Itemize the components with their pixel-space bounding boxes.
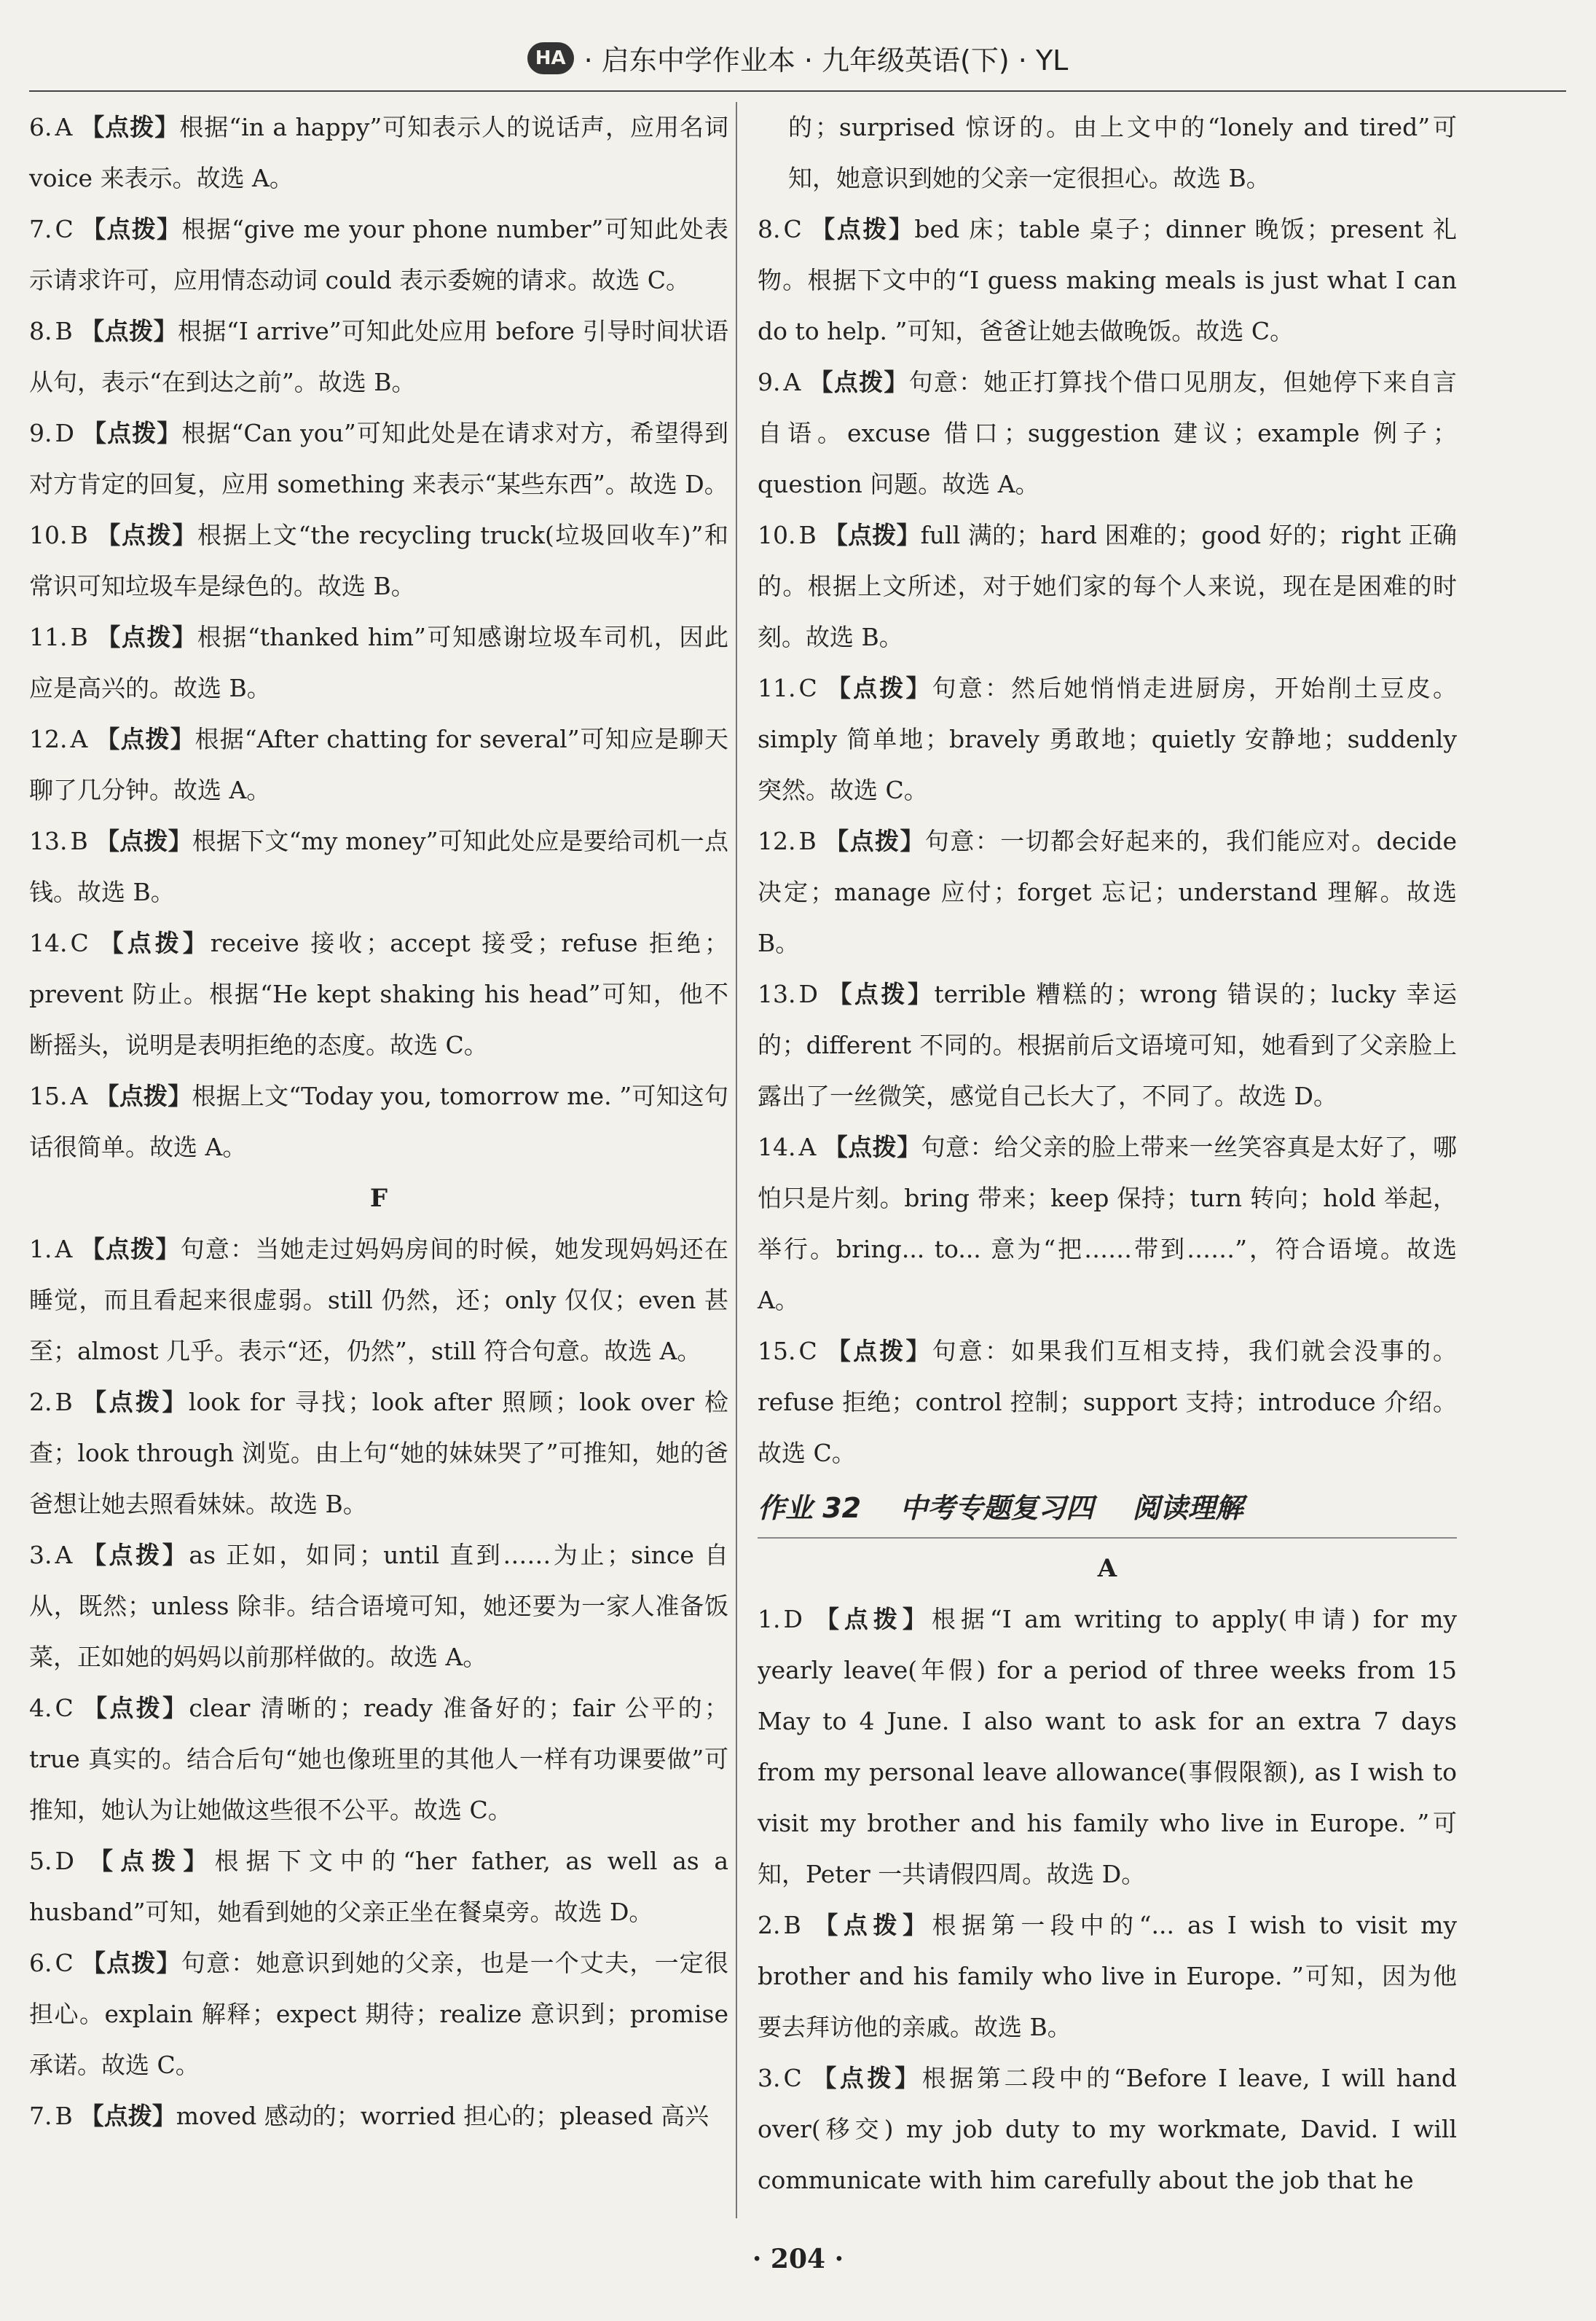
explanation-text: 句意：如果我们互相支持，我们就会没事的。refuse 拒绝；control 控制；support 支持；introduce 介绍。故选 C。: [758, 1337, 1458, 1467]
hint-tag: 【点拨】: [824, 1337, 932, 1365]
right-column: [758, 102, 1457, 2206]
hint-tag: 【点拨】: [80, 1694, 189, 1722]
explanation-text: look for 寻找；look after 照顾；look over 检查；look through 浏览。由上句“她的妹妹哭了”可推知，她的爸爸想让她去照看妹妹。故选 B。: [29, 1388, 729, 1518]
answer-letter: D: [798, 980, 818, 1008]
answer-item: [758, 102, 1457, 204]
answer-letter: D: [783, 1605, 803, 1633]
hint-tag: 【点拨】: [809, 1605, 932, 1633]
answer-letter: C: [55, 1949, 74, 1977]
explanation-text: 根据“I arrive”可知此处应用 before 引导时间状语从句，表示“在到达之前”。故选 B。: [29, 317, 728, 396]
explanation-text: 根据“thanked him”可知感谢垃圾车司机，因此应是高兴的。故选 B。: [29, 623, 728, 702]
answer-letter: C: [783, 2064, 802, 2092]
question-number: 2.: [758, 1911, 781, 1939]
answer-letter: D: [55, 1847, 74, 1875]
answer-letter: B: [783, 1911, 801, 1939]
answer-item: [758, 2053, 1457, 2206]
answer-letter: B: [70, 623, 88, 651]
answer-item: [758, 1900, 1457, 2053]
question-number: 7.: [29, 2102, 52, 2130]
answer-item: [29, 1071, 728, 1173]
explanation-text: 根据“in a happy”可知表示人的说话声，应用名词 voice 来表示。故选 A。: [29, 113, 728, 192]
right-answer-list: [758, 102, 1457, 1479]
hint-tag: 【点拨】: [80, 1949, 181, 1977]
question-number: 9.: [29, 419, 52, 447]
answer-letter: C: [70, 929, 89, 957]
explanation-text: 句意：当她走过妈妈房间的时候，她发现妈妈还在睡觉，而且看起来很虚弱。still 仍然，还；only 仅仅；even 甚至；almost 几乎。表示“还，仍然”，still 符合句意。故选 A。: [29, 1235, 729, 1365]
homework-title: [758, 1479, 1457, 1539]
column-divider: [736, 102, 737, 2218]
publisher-logo: HA: [527, 42, 574, 74]
question-number: 14.: [758, 1133, 796, 1161]
question-number: 15.: [758, 1337, 796, 1365]
answer-letter: B: [70, 827, 88, 855]
answer-letter: C: [798, 674, 817, 702]
explanation-text: full 满的；hard 困难的；good 好的；right 正确的。根据上文所述，对于她们家的每个人来说，现在是困难的时刻。故选 B。: [758, 521, 1457, 651]
question-number: 5.: [29, 1847, 52, 1875]
hint-tag: 【点拨】: [95, 827, 192, 855]
hint-tag: 【点拨】: [823, 827, 925, 855]
hint-tag: 【点拨】: [95, 725, 195, 753]
answer-item: [758, 663, 1457, 816]
section-f-answer-list: [29, 1224, 728, 2142]
answer-item: [29, 918, 728, 1071]
answer-letter: A: [55, 113, 73, 141]
answer-letter: A: [70, 725, 88, 753]
explanation-text: 根据“Can you”可知此处是在请求对方，希望得到对方肯定的回复，应用 something 来表示“某些东西”。故选 D。: [29, 419, 728, 498]
homework-topic: 中考专题复习四: [900, 1492, 1094, 1524]
answer-letter: C: [55, 1694, 74, 1722]
answer-item: [758, 1594, 1457, 1900]
answer-item: [29, 1530, 728, 1683]
left-column: [29, 102, 728, 2142]
answer-letter: A: [55, 1541, 73, 1569]
answer-item: [758, 969, 1457, 1122]
explanation-text: 根据上文“the recycling truck(垃圾回收车)”和常识可知垃圾车是绿色的。故选 B。: [29, 521, 728, 600]
answer-item: [29, 816, 728, 918]
answer-item: [29, 204, 728, 306]
answer-letter: B: [55, 2102, 73, 2130]
question-number: 11.: [758, 674, 796, 702]
question-number: 1.: [29, 1235, 52, 1263]
question-number: 8.: [29, 317, 52, 345]
page-number: · 204 ·: [752, 2244, 844, 2274]
answer-item: [758, 357, 1457, 510]
homework-label: 作业 32: [758, 1492, 862, 1524]
question-number: 3.: [758, 2064, 781, 2092]
answer-item: [758, 204, 1457, 357]
answer-item: [29, 1836, 728, 1938]
answer-letter: B: [55, 317, 73, 345]
question-number: 11.: [29, 623, 68, 651]
hint-tag: 【点拨】: [808, 1911, 932, 1939]
explanation-text: 句意：给父亲的脸上带来一丝笑容真是太好了，哪怕只是片刻。bring 带来；keep 保持；turn 转向；hold 举起，举行。bring... to... 意为“把……带到……”，符合语境。故选 A。: [758, 1133, 1458, 1314]
answer-letter: A: [783, 368, 801, 396]
hint-tag: 【点拨】: [79, 1388, 189, 1416]
hint-tag: 【点拨】: [79, 2102, 176, 2130]
answer-item: [29, 102, 728, 204]
answer-letter: B: [55, 1388, 73, 1416]
question-number: 10.: [29, 521, 68, 549]
answer-item: [29, 612, 728, 714]
hint-tag: 【点拨】: [809, 2064, 922, 2092]
explanation-text: 根据下文“my money”可知此处应是要给司机一点钱。故选 B。: [29, 827, 728, 906]
answer-item: [758, 510, 1457, 663]
section-a-answer-list: [758, 1594, 1457, 2206]
answer-letter: C: [798, 1337, 817, 1365]
question-number: 12.: [29, 725, 68, 753]
hint-tag: 【点拨】: [79, 1235, 181, 1263]
question-number: 1.: [758, 1605, 781, 1633]
question-number: 13.: [758, 980, 796, 1008]
question-number: 7.: [29, 215, 52, 243]
explanation-text: 句意：一切都会好起来的，我们能应对。decide 决定；manage 应付；forget 忘记；understand 理解。故选 B。: [758, 827, 1458, 957]
question-number: 2.: [29, 1388, 52, 1416]
explanation-text: as 正如，如同；until 直到……为止；since 自从，既然；unless 除非。结合语境可知，她还要为一家人准备饭菜，正如她的妈妈以前那样做的。故选 A。: [29, 1541, 728, 1671]
answer-item: [29, 408, 728, 510]
answer-item: [758, 1122, 1457, 1326]
question-number: 10.: [758, 521, 796, 549]
question-number: 6.: [29, 1949, 52, 1977]
homework-subject: 阅读理解: [1132, 1492, 1243, 1524]
explanation-text: 的；surprised 惊讶的。由上文中的“lonely and tired”可知，她意识到她的父亲一定很担心。故选 B。: [788, 113, 1457, 192]
answer-item: [758, 1326, 1457, 1479]
hint-tag: 【点拨】: [809, 215, 915, 243]
section-heading-a: A: [1097, 1554, 1117, 1583]
question-number: 13.: [29, 827, 68, 855]
explanation-text: 根据第二段中的“Before I leave, I will hand over(移交) my job duty to my workmate, David. I will communicate with him carefully about the job that he: [758, 2064, 1458, 2194]
section-heading-f: F: [369, 1184, 388, 1213]
answer-item: [29, 1683, 728, 1836]
answer-item: [29, 1224, 728, 1377]
answer-item: [29, 714, 728, 816]
hint-tag: 【点拨】: [81, 419, 182, 447]
page-header: [29, 32, 1566, 92]
explanation-text: 根据“give me your phone number”可知此处表示请求许可，应用情态动词 could 表示委婉的请求。故选 C。: [29, 215, 729, 294]
question-number: 9.: [758, 368, 781, 396]
explanation-text: 根据“After chatting for several”可知应是聊天聊了几分钟。故选 A。: [29, 725, 729, 804]
left-answer-list: [29, 102, 728, 1173]
answer-item: [29, 2091, 728, 2142]
explanation-text: bed 床；table 桌子；dinner 晚饭；present 礼物。根据下文中的“I guess making meals is just what I can do to help. ”可知，爸爸让她去做晚饭。故选 C。: [758, 215, 1458, 345]
hint-tag: 【点拨】: [95, 929, 211, 957]
explanation-text: 句意：她意识到她的父亲，也是一个丈夫，一定很担心。explain 解释；expect 期待；realize 意识到；promise 承诺。故选 C。: [29, 1949, 729, 2079]
question-number: 14.: [29, 929, 68, 957]
hint-tag: 【点拨】: [95, 623, 197, 651]
hint-tag: 【点拨】: [823, 521, 921, 549]
explanation-text: clear 清晰的；ready 准备好的；fair 公平的；true 真实的。结合后句“她也像班里的其他人一样有功课要做”可推知，她认为让她做这些很不公平。故选 C。: [29, 1694, 729, 1824]
hint-tag: 【点拨】: [824, 674, 932, 702]
question-number: 4.: [29, 1694, 52, 1722]
answer-item: [29, 306, 728, 408]
hint-tag: 【点拨】: [79, 317, 178, 345]
answer-item: [758, 816, 1457, 969]
question-number: 3.: [29, 1541, 52, 1569]
explanation-text: 根据“I am writing to apply(申请) for my yearly leave(年假) for a period of three weeks from 15 May to 4 June. I also want to ask for an extra 7 days from my personal leave allowance(事假限额), as I wish to visit my brother and his family who live in Europe. ”可知，Peter 一共请假四周。故选 D。: [758, 1605, 1458, 1888]
question-number: 15.: [29, 1082, 68, 1110]
explanation-text: 句意：然后她悄悄走进厨房，开始削土豆皮。simply 简单地；bravely 勇敢地；quietly 安静地；suddenly 突然。故选 C。: [758, 674, 1458, 804]
answer-letter: B: [798, 827, 817, 855]
answer-letter: A: [798, 1133, 817, 1161]
answer-letter: B: [798, 521, 817, 549]
hint-tag: 【点拨】: [825, 980, 935, 1008]
explanation-text: 根据下文中的“her father, as well as a husband”可知，她看到她的父亲正坐在餐桌旁。故选 D。: [29, 1847, 728, 1926]
explanation-text: terrible 糟糕的；wrong 错误的；lucky 幸运的；different 不同的。根据前后文语境可知，她看到了父亲脸上露出了一丝微笑，感觉自己长大了，不同了。故选 D。: [758, 980, 1457, 1110]
hint-tag: 【点拨】: [823, 1133, 921, 1161]
book-title: · 启东中学作业本 · 九年级英语(下) · YL: [583, 44, 1069, 76]
explanation-text: 根据第一段中的“... as I wish to visit my brother and his family who live in Europe. ”可知，因为他要去拜访他的亲戚。故选 B。: [758, 1911, 1458, 2041]
answer-item: [29, 510, 728, 612]
hint-tag: 【点拨】: [79, 1541, 189, 1569]
explanation-text: receive 接收；accept 接受；refuse 拒绝；prevent 防止。根据“He kept shaking his head”可知，他不断摇头，说明是表明拒绝的态度。故选 C。: [29, 929, 728, 1059]
question-number: 8.: [758, 215, 781, 243]
explanation-text: 句意：她正打算找个借口见朋友，但她停下来自言自语。excuse 借口；suggestion 建议；example 例子；question 问题。故选 A。: [758, 368, 1458, 498]
hint-tag: 【点拨】: [95, 521, 197, 549]
question-number: 12.: [758, 827, 796, 855]
hint-tag: 【点拨】: [80, 215, 182, 243]
answer-item: [29, 1938, 728, 2091]
header-title-group: [527, 38, 1069, 78]
explanation-text: moved 感动的；worried 担心的；pleased 高兴: [176, 2102, 709, 2130]
question-number: 6.: [29, 113, 52, 141]
hint-tag: 【点拨】: [81, 1847, 215, 1875]
explanation-text: 根据上文“Today you, tomorrow me. ”可知这句话很简单。故选 A。: [29, 1082, 729, 1161]
answer-item: [29, 1377, 728, 1530]
answer-letter: C: [55, 215, 74, 243]
hint-tag: 【点拨】: [95, 1082, 192, 1110]
hint-tag: 【点拨】: [808, 368, 909, 396]
answer-letter: A: [55, 1235, 73, 1263]
answer-letter: D: [55, 419, 74, 447]
answer-letter: C: [783, 215, 802, 243]
answer-letter: A: [70, 1082, 88, 1110]
hint-tag: 【点拨】: [79, 113, 180, 141]
answer-letter: B: [70, 521, 88, 549]
